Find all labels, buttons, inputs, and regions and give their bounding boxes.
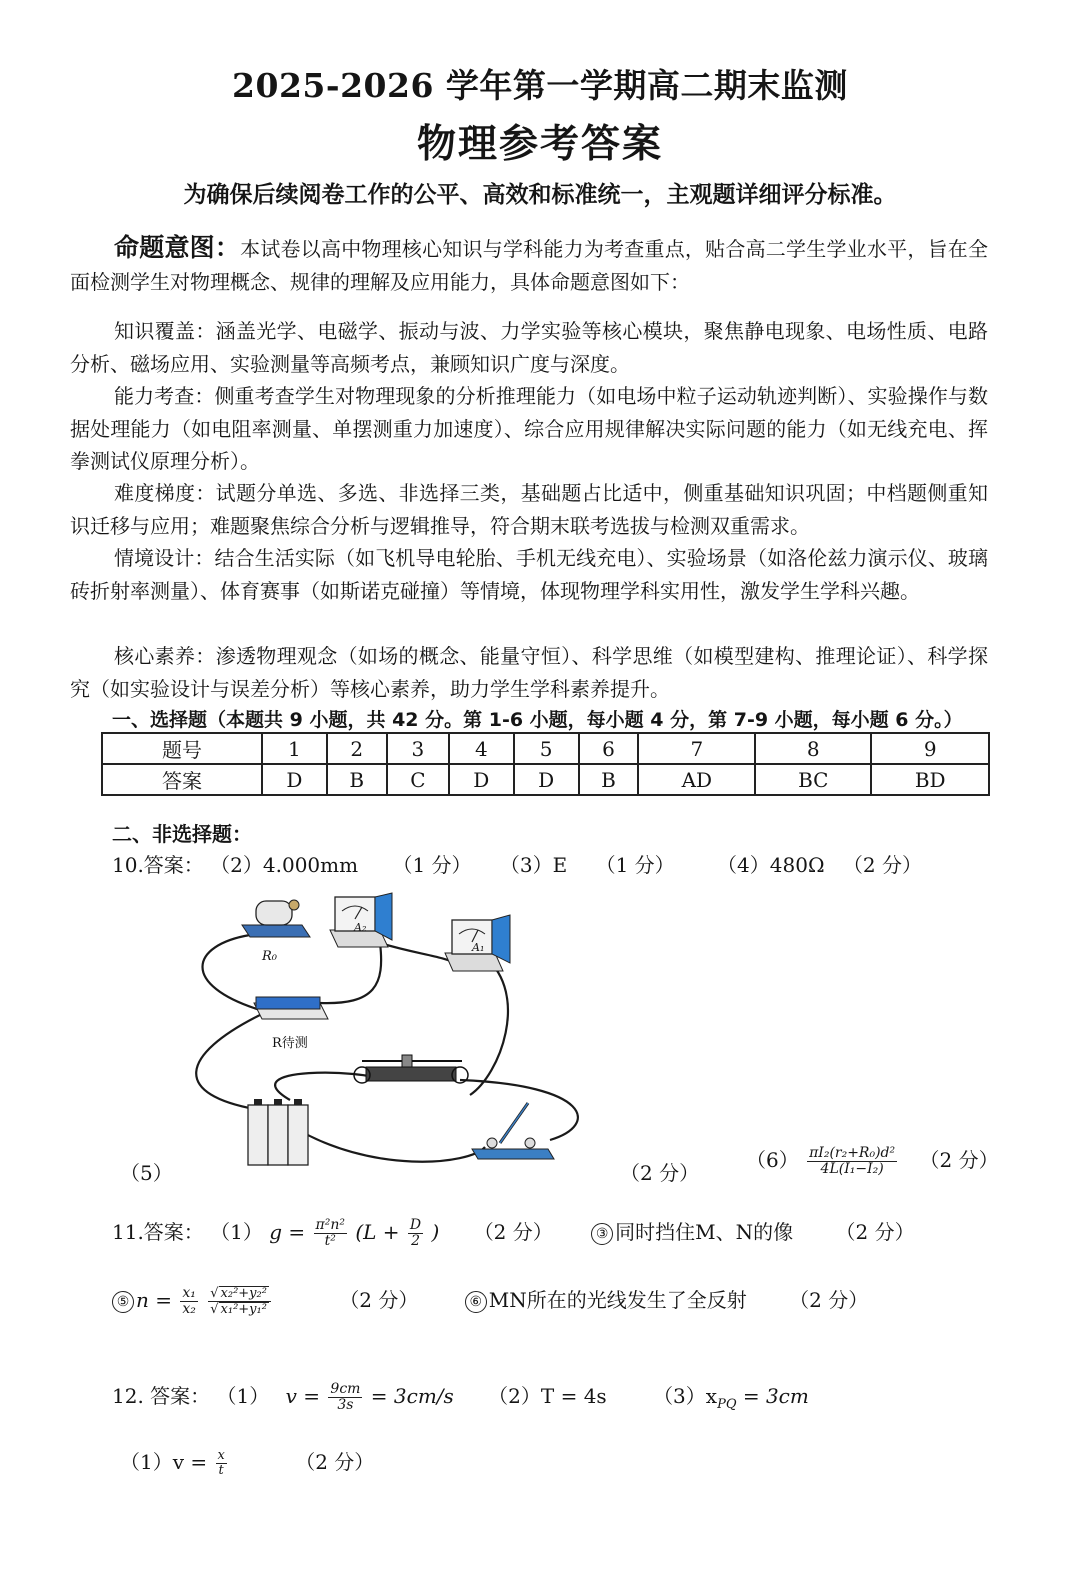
answer-cell: B	[327, 764, 387, 795]
q11-g-lhs: g =	[269, 1220, 306, 1244]
q10-score6: （2 分）	[919, 1148, 999, 1172]
q11-g-num: π²n²	[315, 1217, 345, 1234]
question-number-cell: 8	[755, 733, 871, 764]
intent-literacy: 核心素养：渗透物理观念（如场的概念、能量守恒）、科学思维（如模型建构、推理论证）、科学探究（如实验设计与误差分析）等核心素养，助力学生学科素养提升。	[70, 644, 988, 701]
label-a2: A₂	[354, 921, 367, 934]
question-number-cell: 3	[387, 733, 449, 764]
q10-part3: （3）E	[499, 853, 568, 877]
q11-n-radical-num: x₂²+y₂²	[220, 1286, 267, 1302]
q11-prefix: 11.答案：	[112, 1220, 204, 1244]
answer-cell: BC	[755, 764, 871, 795]
q12-part3-rhs: = 3cm	[736, 1384, 809, 1408]
q11-circle-5: ⑤	[112, 1291, 134, 1313]
q11-d-den: 2	[411, 1233, 420, 1249]
q11-answer3: 同时挡住M、N的像	[615, 1220, 794, 1244]
intent-label: 命题意图：	[114, 233, 241, 262]
q11-g-paren-close: )	[431, 1220, 440, 1244]
table-row	[102, 764, 989, 795]
q12-part1: （1）	[216, 1384, 270, 1408]
answer-cell: D	[514, 764, 579, 795]
answer-cell: B	[579, 764, 639, 795]
question-number-cell: 4	[449, 733, 514, 764]
q11-n-num: x₁	[182, 1285, 196, 1302]
q10-score5: （2 分）	[620, 1161, 700, 1185]
answer-cell: D	[449, 764, 514, 795]
q11-g-paren-open: (L +	[355, 1220, 400, 1244]
label-rx: R待测	[272, 1036, 308, 1051]
q11-score6: （2 分）	[789, 1288, 869, 1312]
q12-v-rhs: = 3cm/s	[370, 1384, 454, 1408]
q12-v-frac	[328, 1382, 362, 1412]
q10-prefix: 10.答案：	[112, 853, 204, 877]
resistor-under-test-icon	[254, 997, 328, 1019]
label-r0: R₀	[262, 949, 277, 964]
q11-n-radical-frac	[208, 1286, 271, 1316]
switch-icon	[472, 1103, 554, 1159]
q10-part6-label: （6）	[746, 1148, 799, 1172]
intent-ability: 能力考查：侧重考查学生对物理现象的分析推理能力（如电场中粒子运动轨迹判断）、实验操作与数据处理能力（如电阻率测量、单摆测重力加速度）、综合应用规律解决实际问题的能力（如无线充电、挥拳测试仪原理分析）。	[70, 384, 988, 473]
q12-v-lhs: v =	[285, 1384, 321, 1408]
section1-heading: 一、选择题（本题共 9 小题，共 42 分。第 1-6 小题，每小题 4 分，第 7-9 小题，每小题 6 分。）	[112, 709, 963, 731]
q11-n-den: x₂	[182, 1301, 196, 1317]
ammeter-a2-icon	[330, 893, 392, 947]
question-number-cell: 7	[638, 733, 755, 764]
table-row	[102, 733, 989, 764]
row-label-number: 题号	[102, 733, 262, 764]
q11-d-frac	[408, 1218, 423, 1248]
intent-knowledge: 知识覆盖：涵盖光学、电磁学、振动与波、力学实验等核心模块，聚焦静电现象、电场性质、电路分析、磁场应用、实验测量等高频考点，兼顾知识广度与深度。	[70, 319, 988, 376]
q11-score5: （2 分）	[339, 1288, 419, 1312]
q11-n-radical-den: x₁²+y₁²	[220, 1302, 267, 1317]
q10-score4: （2 分）	[842, 853, 922, 877]
q11-line1	[112, 1216, 915, 1249]
q12-part3-sub: PQ	[717, 1397, 737, 1412]
q12-detail-den: t	[218, 1463, 224, 1478]
q12-v-num: 9cm	[330, 1381, 361, 1398]
q11-d-num: D	[409, 1217, 422, 1234]
q12-detail1: （1）v =	[120, 1450, 208, 1474]
intent-lead: 本试卷以高中物理核心知识与学科能力为考查重点，贴合高二学生学业水平，旨在全面检测学生对物理概念、规律的理解及应用能力，具体命题意图如下：	[70, 237, 988, 294]
question-number-cell: 2	[327, 733, 387, 764]
intent-intro	[70, 232, 988, 298]
circuit-diagram	[170, 885, 610, 1185]
exam-title: 2025-2026 学年第一学期高二期末监测	[232, 66, 848, 105]
question-number-cell: 1	[262, 733, 327, 764]
exam-subtitle: 物理参考答案	[416, 121, 663, 167]
question-number-cell: 6	[579, 733, 639, 764]
q11-line2	[112, 1284, 868, 1317]
answer-cell: D	[262, 764, 327, 795]
q11-n-radical-den-wrap: √ x₁²+y₁²	[210, 1302, 267, 1317]
q11-part1: （1）	[210, 1220, 263, 1244]
label-a1: A₁	[472, 941, 485, 954]
q12-part3: （3）x	[653, 1384, 718, 1408]
q11-g-frac	[314, 1218, 347, 1248]
q11-g-den: t²	[324, 1233, 336, 1249]
q12-detail-score: （2 分）	[295, 1450, 375, 1474]
q10-score3: （1 分）	[595, 853, 675, 877]
q12-detail-frac	[216, 1449, 227, 1477]
q11-answer6: MN所在的光线发生了全反射	[488, 1288, 747, 1312]
q12-part2: （2）T = 4s	[488, 1384, 607, 1408]
q10-formula-den: 4L(I₁−I₂)	[820, 1161, 884, 1177]
q12-prefix: 12. 答案：	[112, 1384, 211, 1408]
q12-detail-num: x	[217, 1448, 225, 1464]
question-number-cell: 9	[871, 733, 989, 764]
q11-n-lhs: n =	[136, 1288, 172, 1312]
q11-n-frac	[180, 1286, 198, 1316]
section2-heading: 二、非选择题：	[112, 822, 252, 846]
q10-part5: （5）	[120, 1161, 173, 1185]
intent-difficulty: 难度梯度：试题分单选、多选、非选择三类，基础题占比适中，侧重基础知识巩固；中档题侧重知识迁移与应用；难题聚焦综合分析与逻辑推导，符合期末联考选拔与检测双重需求。	[70, 481, 988, 538]
answer-cell: BD	[871, 764, 989, 795]
question-number-cell: 5	[514, 733, 579, 764]
q11-score1: （2 分）	[473, 1220, 553, 1244]
q11-circle-6: ⑥	[465, 1291, 487, 1313]
q12-line2	[120, 1446, 374, 1478]
q11-circle-3: ③	[591, 1223, 613, 1245]
q10-part2: （2）4.000mm	[210, 853, 359, 877]
answer-table	[101, 732, 990, 796]
q10-part4: （4）480Ω	[717, 853, 825, 877]
q10-line	[112, 849, 922, 878]
q10-score2: （1 分）	[392, 853, 472, 877]
q10-part6	[746, 1144, 999, 1177]
intent-context: 情境设计：结合生活实际（如飞机导电轮胎、手机无线充电）、实验场景（如洛伦兹力演示仪、玻璃砖折射率测量）、体育赛事（如斯诺克碰撞）等情境，体现物理学科实用性，激发学生学科兴趣。	[70, 546, 988, 603]
q11-score3: （2 分）	[835, 1220, 915, 1244]
battery-icon	[248, 1099, 308, 1165]
q10-formula	[807, 1146, 897, 1176]
answer-cell: AD	[638, 764, 755, 795]
q11-n-radical-num-wrap: √ x₂²+y₂²	[208, 1286, 271, 1302]
q12-line1	[112, 1380, 809, 1413]
q12-v-den: 3s	[337, 1397, 354, 1413]
grading-note: 为确保后续阅卷工作的公平、高效和标准统一，主观题详细评分标准。	[183, 182, 897, 208]
row-label-answer: 答案	[102, 764, 262, 795]
q12-part3-wrap	[653, 1384, 809, 1412]
resistor-r0-icon	[242, 900, 310, 937]
rheostat-icon	[354, 1055, 468, 1083]
q10-formula-num: πI₂(r₂+R₀)d²	[809, 1145, 896, 1162]
answer-cell: C	[387, 764, 449, 795]
